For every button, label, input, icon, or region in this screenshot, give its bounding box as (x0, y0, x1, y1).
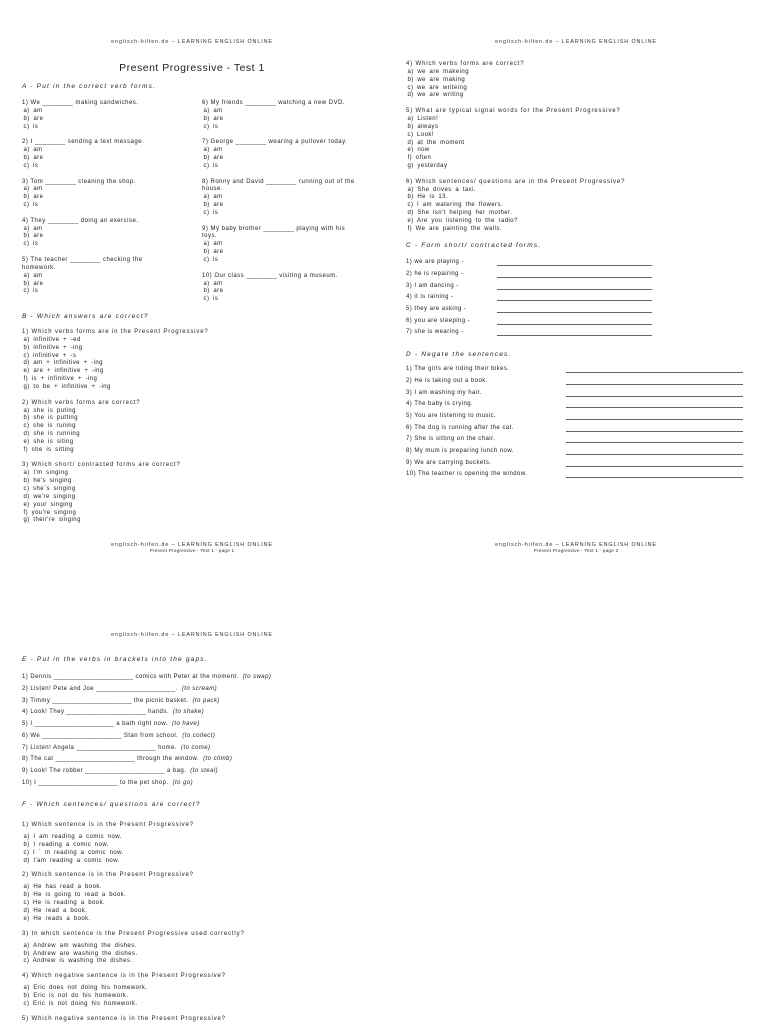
answer-option: c) I am watering the flowers. (407, 202, 504, 209)
answer-option: e) she is siting (23, 438, 74, 445)
worksheet-page-3 (0, 590, 384, 1024)
exercise-item (406, 469, 746, 481)
gap-sentence-text: 8) The cat _____________________ through the window. (22, 756, 200, 763)
exercise-item (406, 411, 746, 423)
exercise-prompt: 3) I am washing my hair. (406, 389, 482, 396)
answer-option: e) now (407, 147, 430, 154)
option-list (406, 187, 625, 234)
question-text: 9) My baby brother ________ playing with his toys. (202, 225, 346, 240)
answer-option: b) He is 13. (407, 194, 449, 201)
answer-option: b) always (407, 123, 439, 130)
gap-sentence-text: 7) Listen! Angela _____________________ home. (22, 744, 178, 751)
answer-option: e) Are you listening to the radio? (407, 217, 518, 224)
answer-option: a) infinitive + -ed (23, 336, 81, 343)
answer-option: a) am (203, 194, 223, 201)
exercise-item (406, 376, 746, 388)
exercise-item (406, 327, 746, 339)
answer-line (497, 324, 652, 325)
answer-option: c) is (203, 162, 219, 169)
section-b-heading: B - Which answers are correct? (22, 313, 149, 320)
section-a-right-column (202, 100, 355, 312)
exercise-item (406, 458, 746, 470)
answer-option: b) are (203, 155, 224, 161)
exercise-item (406, 292, 746, 304)
question-text: 3) Tom ________ cleaning the shop. (22, 178, 136, 185)
question-text: 3) Which short/ contracted forms are correct? (22, 462, 181, 469)
question-text: 5) What are typical signal words for the Present Progressive? (406, 108, 621, 115)
exercise-prompt: 7) she is wearing - (406, 329, 464, 336)
option-list (22, 337, 209, 392)
answer-option: g) to be + infinitive + -ing (23, 384, 111, 390)
answer-option: c) is (203, 123, 219, 130)
exercise-item (406, 304, 746, 316)
option-list (406, 116, 625, 171)
answer-option: f) she is sitting (23, 446, 74, 453)
verb-hint: (to swap) (242, 674, 272, 681)
answer-option: c) is (23, 288, 39, 295)
section-a-heading: A - Put in the correct verb forms. (22, 83, 157, 90)
answer-option: e) your singing (23, 501, 73, 508)
question-text: 4) They ________ doing an exercise. (22, 217, 139, 224)
answer-option: e) are + infinitive + -ing (23, 368, 104, 375)
verb-hint: (to shake) (172, 709, 205, 716)
answer-option: g) yesterday (407, 163, 448, 170)
section-f-heading: F - Which sentences/ questions are correct? (22, 801, 201, 808)
answer-option: f) you're singing (23, 509, 77, 516)
answer-option: c) is (203, 256, 219, 263)
section-d-items (406, 364, 746, 481)
option-list (22, 884, 245, 923)
question-group (22, 218, 144, 249)
exercise-prompt: 4) it is raining - (406, 294, 454, 301)
answer-line (566, 477, 743, 478)
verb-hint: (to steal) (190, 768, 219, 775)
answer-option: c) is (23, 123, 39, 130)
footer-page-label: Present Progressive - Test 1 - page 1 (149, 548, 235, 553)
answer-option: b) he's singing (23, 478, 72, 485)
question-text: 5) Which negative sentence is in the Present Progressive? (22, 1015, 226, 1022)
answer-option: b) are (23, 155, 44, 161)
answer-option: c) is (203, 209, 219, 216)
exercise-prompt: 8) My mum is preparing lunch now. (406, 447, 514, 454)
question-text: 6) Which sentences/ questions are in the Present Progressive? (406, 178, 626, 185)
answer-option: c) I ´ m reading a comic now. (23, 849, 124, 856)
exercise-item (406, 364, 746, 376)
section-f-questions (22, 822, 245, 1024)
answer-option: b) are (203, 202, 224, 209)
gap-sentence (22, 672, 362, 684)
answer-line (497, 265, 652, 266)
answer-line (566, 372, 743, 373)
question-group (202, 100, 355, 131)
question-group (22, 257, 144, 296)
option-list (22, 273, 144, 297)
gap-sentence (22, 766, 362, 778)
answer-option: b) Andrew are washing the dishes. (23, 950, 138, 957)
exercise-prompt: 2) he is repairing - (406, 270, 464, 277)
gap-sentence (22, 743, 362, 755)
question-text: 2) Which sentence is in the Present Progressive? (22, 872, 194, 879)
exercise-item (406, 269, 746, 281)
exercise-prompt: 5) You are listening to music. (406, 412, 497, 419)
gap-sentence-text: 3) Timmy _____________________ the picnic basket. (22, 697, 189, 704)
verb-hint: (to go) (172, 779, 194, 786)
answer-option: a) Eric does not doing his homework. (23, 985, 148, 992)
answer-option: a) am (23, 107, 43, 114)
gap-sentence (22, 731, 362, 743)
answer-option: a) am (23, 225, 43, 232)
answer-option: c) Andrew is washing the dishes. (23, 958, 133, 965)
exercise-prompt: 1) The girls are riding their bikes. (406, 366, 510, 373)
site-header: englisch-hilfen.de – LEARNING ENGLISH ONLINE (111, 38, 273, 45)
answer-line (566, 419, 743, 420)
answer-option: a) I'm singing (23, 470, 69, 477)
answer-option: a) we are makeing (407, 68, 470, 75)
verb-hint: (to pack) (192, 697, 220, 704)
question-group (22, 462, 209, 525)
question-group (22, 400, 209, 455)
answer-option: a) she is puting (23, 407, 76, 414)
answer-option: f) We are painting the walls. (407, 225, 502, 232)
gap-sentence-text: 1) Dennis _____________________ comics with Peter at the moment. (22, 674, 239, 681)
section-c-items (406, 257, 746, 339)
answer-line (566, 442, 743, 443)
answer-option: a) Andrew am washing the dishes. (23, 942, 137, 949)
answer-line (497, 312, 652, 313)
gap-sentence-text: 5) I _____________________ a bath right now. (22, 721, 168, 728)
exercise-item (406, 399, 746, 411)
gap-sentence (22, 754, 362, 766)
answer-option: b) Eric is not do his homework. (23, 993, 129, 1000)
question-group (406, 108, 625, 171)
gap-sentence-text: 10) I _____________________ to the pet shop. (22, 779, 169, 786)
answer-option: c) Eric is not doing his homework. (23, 1000, 138, 1007)
answer-option: b) we are making (407, 76, 466, 83)
gap-sentence (22, 778, 362, 790)
gap-sentence-text: 6) We _____________________ Stan from school. (22, 732, 179, 739)
section-e-items (22, 672, 362, 790)
question-text: 2) Which verbs forms are correct? (22, 399, 141, 406)
answer-option: c) He is reading a book. (23, 900, 106, 907)
answer-option: c) she´s singing (23, 485, 76, 492)
question-text: 1) Which sentence is in the Present Progressive? (22, 822, 194, 828)
footer-site: englisch-hilfen.de – LEARNING ENGLISH ONLINE (495, 541, 657, 548)
answer-option: a) am (203, 280, 223, 287)
question-group (22, 329, 209, 392)
option-list (22, 834, 245, 865)
answer-option: c) she is runing (23, 423, 76, 430)
question-group (406, 179, 625, 234)
answer-option: b) are (203, 115, 224, 122)
exercise-prompt: 3) I am dancing - (406, 282, 459, 289)
answer-option: a) He has read a book. (23, 884, 102, 891)
question-text: 5) The teacher ________ checking the homework. (22, 256, 143, 271)
answer-option: d) I'am reading a comic now. (23, 857, 120, 864)
site-header: englisch-hilfen.de – LEARNING ENGLISH ONLINE (111, 631, 273, 638)
answer-option: b) are (23, 233, 44, 240)
question-group (22, 100, 144, 131)
question-group (22, 931, 245, 967)
exercise-item (406, 446, 746, 458)
answer-option: a) am (203, 147, 223, 154)
gap-sentence (22, 719, 362, 731)
section-a-left-column (22, 100, 144, 304)
answer-option: b) are (203, 288, 224, 295)
option-list (22, 408, 209, 455)
question-text: 3) In which sentence is the Present Progressive used correctly? (22, 930, 245, 937)
answer-option: c) we are writeing (407, 84, 468, 91)
option-list (202, 281, 355, 305)
answer-option: f) is + infinitive + -ing (23, 376, 98, 383)
gap-sentence-text: 2) Listen! Pete and Joe _____________________. (22, 685, 178, 692)
question-text: 8) Ronny and David ________ running out of the house. (202, 178, 355, 193)
answer-line (566, 384, 743, 385)
answer-option: d) she is running (23, 431, 81, 438)
answer-option: b) are (23, 280, 44, 287)
answer-option: a) She drives a taxi. (407, 186, 476, 193)
gap-sentence-text: 9) Look! The robber _____________________ a bag. (22, 768, 187, 775)
exercise-item (406, 257, 746, 269)
answer-line (497, 300, 652, 301)
question-group (22, 139, 144, 170)
answer-option: b) she is putting (23, 415, 79, 422)
answer-option: d) She isn't helping her mother. (407, 210, 513, 217)
answer-option: d) we are writing (407, 92, 464, 99)
answer-option: c) is (23, 162, 39, 169)
question-group (22, 973, 245, 1009)
answer-option: c) infinitive + -s (23, 352, 77, 359)
answer-option: a) am (203, 241, 223, 248)
answer-line (566, 454, 743, 455)
exercise-prompt: 6) you are sleeping - (406, 317, 471, 324)
verb-hint: (to have) (171, 721, 200, 728)
answer-line (497, 335, 652, 336)
section-c-heading: C - Form short/ contracted forms. (406, 242, 542, 249)
answer-line (497, 277, 652, 278)
gap-sentence (22, 696, 362, 708)
exercise-prompt: 4) The baby is crying. (406, 401, 474, 408)
exercise-item (406, 281, 746, 293)
question-text: 7) George ________ wearing a pullover today. (202, 139, 348, 146)
question-group (202, 273, 355, 304)
gap-sentence (22, 707, 362, 719)
answer-option: d) He read a book. (23, 907, 88, 914)
exercise-prompt: 7) She is sitting on the chair. (406, 436, 496, 443)
question-text: 1) Which verbs forms are in the Present Progressive? (22, 329, 209, 336)
verb-hint: (to come) (181, 744, 211, 751)
answer-option: b) I reading a comic now. (23, 841, 109, 848)
answer-option: e) He reads a book. (23, 915, 91, 922)
question-group (202, 179, 355, 218)
verb-hint: (to scream) (181, 685, 218, 692)
answer-option: c) Look! (407, 131, 434, 138)
answer-option: b) infinitive + -ing (23, 344, 83, 351)
worksheet-title: Present Progressive - Test 1 (119, 62, 265, 74)
answer-line (566, 407, 743, 408)
exercise-prompt: 9) We are carrying buckets. (406, 459, 492, 466)
answer-option: a) am (23, 272, 43, 279)
question-group (202, 226, 355, 265)
question-group (202, 139, 355, 170)
question-text: 1) We ________ making sandwiches. (22, 100, 139, 107)
answer-option: a) am (23, 147, 43, 154)
footer-page-label: Present Progressive - Test 1 - page 2 (533, 548, 619, 553)
answer-option: b) He is going to read a book. (23, 892, 127, 899)
option-list (22, 985, 245, 1009)
option-list (22, 943, 245, 967)
answer-option: g) their're singing (23, 517, 81, 524)
verb-hint: (to collect) (182, 732, 216, 739)
answer-option: d) am + infinitive + -ing (23, 360, 103, 367)
exercise-item (406, 423, 746, 435)
section-b-questions-continued (406, 61, 625, 241)
answer-line (566, 466, 743, 467)
answer-option: b) are (203, 249, 224, 256)
answer-option: c) is (203, 296, 219, 303)
answer-option: c) is (23, 202, 39, 209)
option-list (22, 470, 209, 525)
option-list (22, 147, 144, 171)
answer-line (566, 396, 743, 397)
answer-option: a) am (23, 186, 43, 193)
option-list (202, 108, 355, 132)
worksheet-page-2 (384, 0, 768, 570)
exercise-prompt: 10) The teacher is opening the window. (406, 471, 528, 478)
gap-sentence-text: 4) Look! They _____________________ hands. (22, 709, 169, 716)
question-text: 2) I ________ sending a text message. (22, 139, 145, 146)
exercise-item (406, 316, 746, 328)
option-list (22, 226, 144, 250)
exercise-item (406, 388, 746, 400)
answer-option: a) I am reading a comic now. (23, 834, 122, 841)
option-list (22, 186, 144, 210)
answer-option: b) are (23, 194, 44, 201)
option-list (406, 69, 625, 100)
question-group (22, 179, 144, 210)
answer-option: f) often (407, 155, 432, 162)
worksheet-page-1 (0, 0, 384, 570)
exercise-prompt: 1) we are playing - (406, 259, 464, 266)
exercise-item (406, 434, 746, 446)
answer-option: b) are (23, 115, 44, 122)
gap-sentence (22, 684, 362, 696)
question-group (22, 1016, 245, 1024)
answer-option: d) we're singing (23, 493, 76, 500)
answer-line (497, 289, 652, 290)
answer-option: a) Listen! (407, 116, 439, 122)
option-list (202, 194, 355, 218)
question-text: 4) Which verbs forms are correct? (406, 61, 525, 68)
question-text: 10) Our class ________ visiting a museum. (202, 272, 338, 279)
question-group (22, 872, 245, 923)
option-list (202, 147, 355, 171)
option-list (22, 108, 144, 132)
section-e-heading: E - Put in the verbs in brackets into the gaps. (22, 656, 208, 663)
question-group (22, 822, 245, 865)
question-group (406, 61, 625, 100)
section-d-heading: D - Negate the sentences. (406, 351, 512, 358)
section-b-questions (22, 329, 209, 533)
option-list (202, 241, 355, 265)
answer-line (566, 431, 743, 432)
question-text: 4) Which negative sentence is in the Present Progressive? (22, 973, 226, 980)
answer-option: c) is (23, 241, 39, 248)
answer-option: a) am (203, 107, 223, 114)
answer-option: d) at the moment (407, 139, 465, 146)
exercise-prompt: 2) He is taking out a book. (406, 377, 488, 384)
verb-hint: (to climb) (203, 756, 233, 763)
site-header: englisch-hilfen.de – LEARNING ENGLISH ONLINE (495, 38, 657, 45)
exercise-prompt: 5) they are asking - (406, 305, 467, 312)
question-text: 6) My friends ________ watching a new DVD. (202, 100, 346, 107)
exercise-prompt: 6) The dog is running after the cat. (406, 424, 514, 431)
footer-site: englisch-hilfen.de – LEARNING ENGLISH ONLINE (111, 541, 273, 548)
